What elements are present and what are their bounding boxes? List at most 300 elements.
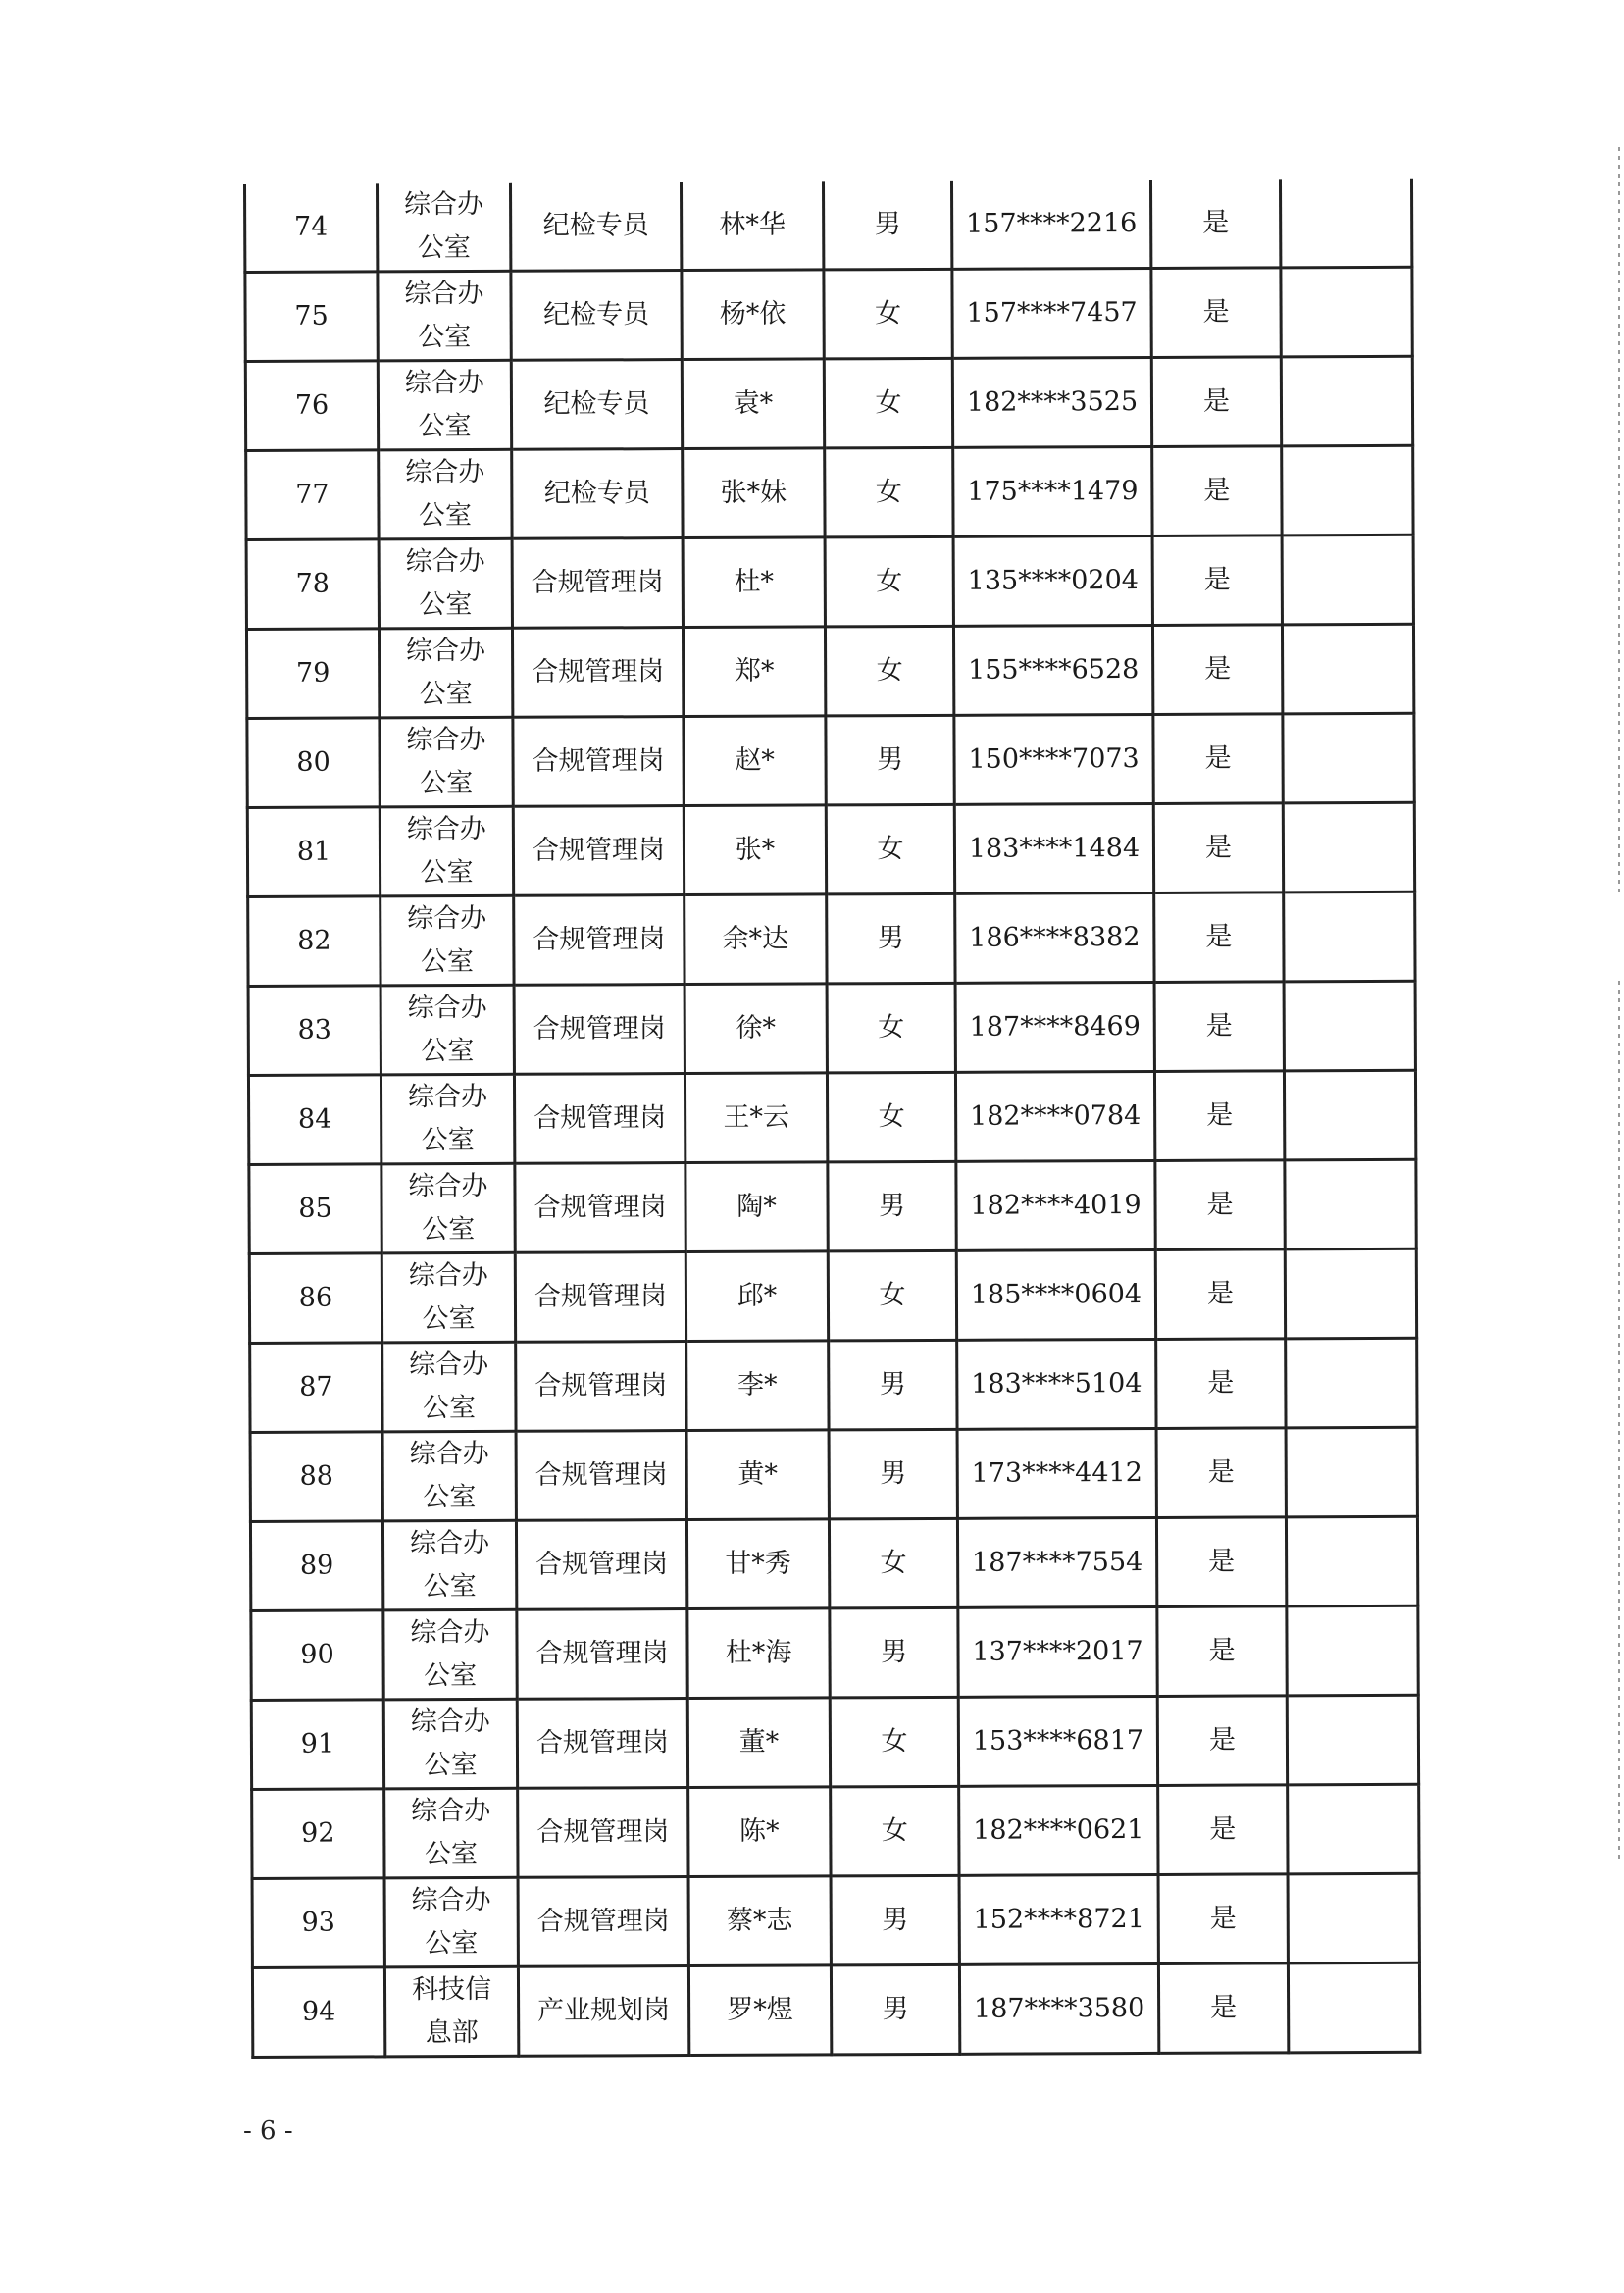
status-text: 是 (1202, 385, 1231, 417)
position-text: 纪检专员 (543, 477, 650, 509)
phone-text: 185****0604 (970, 1278, 1142, 1310)
department-text: 综合办公室 (407, 1081, 488, 1156)
position-text: 合规管理岗 (533, 1101, 667, 1134)
department-cell (384, 1966, 518, 2057)
department-cell (379, 538, 512, 629)
department-cell (381, 895, 514, 986)
gender-cell (831, 1786, 959, 1876)
row-number-cell (244, 183, 377, 272)
gender-cell (827, 893, 955, 984)
name-cell (683, 627, 825, 717)
status-text: 是 (1209, 1813, 1237, 1845)
name-text: 赵* (735, 744, 775, 776)
name-text: 蔡*志 (726, 1905, 793, 1936)
department-text: 综合办公室 (404, 278, 484, 353)
department-cell (384, 1877, 518, 1967)
table-row (248, 892, 1415, 986)
department-text: 综合办公室 (404, 188, 484, 264)
table-row (247, 802, 1414, 896)
phone-text: 187****3580 (973, 1992, 1145, 2024)
department-cell (381, 985, 514, 1075)
row-number-cell (248, 1075, 381, 1165)
department-text: 综合办公室 (406, 635, 486, 710)
status-text: 是 (1207, 1456, 1235, 1488)
position-text: 纪检专员 (543, 298, 650, 331)
phone-text: 182****3525 (966, 385, 1139, 418)
position-text: 合规管理岗 (535, 1548, 669, 1580)
remark-cell (1286, 1338, 1417, 1428)
status-text: 是 (1208, 1724, 1236, 1756)
name-text: 黄* (737, 1458, 779, 1490)
name-text: 杨*依 (719, 298, 787, 330)
department-text: 综合办公室 (409, 1438, 489, 1513)
gender-cell (828, 1250, 956, 1341)
phone-text: 175****1479 (967, 475, 1139, 507)
position-cell (516, 1520, 686, 1610)
phone-text: 153****6817 (972, 1724, 1144, 1757)
position-cell (512, 628, 683, 718)
department-cell (384, 1788, 518, 1878)
gender-cell (829, 1518, 957, 1608)
department-cell (382, 1520, 516, 1610)
remark-cell (1282, 535, 1413, 625)
position-text: 合规管理岗 (536, 1905, 670, 1937)
department-text: 综合办公室 (406, 813, 486, 889)
row-number-text: 79 (295, 657, 330, 688)
name-cell (683, 537, 825, 628)
name-cell (684, 805, 826, 895)
department-text: 综合办公室 (405, 545, 485, 621)
gender-cell (830, 1697, 958, 1787)
gender-cell (825, 447, 953, 537)
row-number-text: 83 (297, 1014, 332, 1045)
status-text: 是 (1202, 207, 1230, 238)
department-text: 综合办公室 (404, 367, 484, 442)
name-text: 杜*海 (725, 1637, 792, 1668)
phone-text: 155****6528 (967, 653, 1140, 686)
table-row (250, 1516, 1417, 1610)
gender-cell (828, 1161, 956, 1251)
position-cell (510, 182, 681, 271)
gender-text: 女 (875, 386, 902, 418)
row-number-text: 85 (298, 1193, 332, 1224)
row-number-cell (248, 986, 381, 1076)
position-text: 合规管理岗 (536, 1815, 670, 1848)
table-row (245, 356, 1412, 450)
row-number-text: 81 (296, 836, 331, 867)
gender-cell (829, 1340, 957, 1430)
table-row (250, 1338, 1417, 1432)
name-text: 甘*秀 (725, 1548, 791, 1579)
position-cell (513, 806, 684, 896)
status-cell (1151, 357, 1281, 447)
position-text: 纪检专员 (542, 209, 649, 241)
status-cell (1158, 1963, 1288, 2054)
phone-text: 186****8382 (969, 921, 1141, 953)
gender-text: 男 (876, 743, 904, 775)
status-cell (1154, 1071, 1284, 1161)
status-text: 是 (1203, 475, 1231, 506)
row-number-cell (250, 1343, 382, 1433)
department-cell (377, 183, 510, 272)
gender-cell (831, 1964, 959, 2055)
gender-text: 男 (878, 1190, 906, 1221)
name-text: 徐* (736, 1012, 777, 1044)
phone-cell (956, 1249, 1155, 1340)
phone-cell (959, 1963, 1158, 2054)
table-row (252, 1873, 1419, 1967)
name-cell (681, 181, 823, 270)
row-number-cell (247, 718, 380, 808)
row-number-text: 77 (295, 479, 330, 510)
row-number-cell (246, 450, 379, 540)
name-text: 李* (737, 1369, 778, 1401)
gender-text: 女 (881, 1814, 908, 1846)
name-text: 余*达 (722, 923, 789, 954)
phone-cell (952, 268, 1151, 358)
phone-cell (955, 892, 1154, 983)
gender-cell (830, 1607, 958, 1698)
scan-edge-mark (1618, 147, 1620, 892)
position-cell (517, 1609, 687, 1700)
remark-cell (1287, 1695, 1418, 1785)
phone-cell (953, 625, 1152, 715)
phone-cell (957, 1339, 1156, 1429)
row-number-text: 94 (301, 1996, 336, 2027)
name-cell (684, 716, 826, 806)
name-cell (685, 894, 827, 985)
position-cell (517, 1699, 687, 1789)
status-text: 是 (1205, 921, 1233, 952)
remark-cell (1283, 713, 1414, 803)
name-text: 董* (738, 1726, 780, 1758)
gender-text: 女 (876, 565, 903, 596)
row-number-text: 88 (299, 1460, 333, 1492)
phone-text: 135****0204 (967, 564, 1139, 596)
status-cell (1153, 714, 1283, 804)
row-number-text: 90 (300, 1639, 334, 1670)
phone-text: 182****0784 (969, 1099, 1142, 1132)
gender-cell (827, 983, 955, 1073)
phone-cell (953, 446, 1152, 536)
phone-text: 187****8469 (969, 1010, 1141, 1043)
name-cell (686, 1519, 829, 1609)
gender-cell (827, 1072, 955, 1162)
position-text: 合规管理岗 (532, 655, 665, 688)
gender-cell (825, 626, 953, 716)
phone-cell (954, 714, 1153, 804)
position-text: 合规管理岗 (532, 834, 666, 866)
position-cell (514, 895, 685, 986)
table-row (249, 1248, 1416, 1343)
position-text: 合规管理岗 (533, 1280, 668, 1312)
department-text: 综合办公室 (405, 456, 485, 532)
name-cell (688, 1876, 831, 1966)
status-text: 是 (1206, 1278, 1235, 1309)
name-text: 张* (735, 834, 776, 865)
gender-text: 女 (877, 833, 904, 864)
status-text: 是 (1208, 1546, 1236, 1577)
phone-cell (951, 180, 1150, 269)
position-text: 合规管理岗 (533, 923, 666, 955)
position-text: 纪检专员 (543, 387, 650, 420)
gender-text: 男 (880, 1636, 908, 1667)
status-cell (1154, 982, 1284, 1072)
row-number-cell (248, 896, 381, 987)
name-cell (685, 1073, 827, 1163)
gender-cell (831, 1875, 959, 1965)
status-cell (1151, 268, 1281, 358)
department-cell (383, 1609, 517, 1700)
department-text: 综合办公室 (408, 1170, 488, 1246)
status-cell (1152, 535, 1282, 626)
row-number-text: 82 (297, 925, 331, 956)
status-cell (1158, 1874, 1288, 1964)
phone-text: 157****2216 (965, 207, 1138, 239)
table-row (252, 1784, 1419, 1878)
position-cell (512, 538, 683, 629)
position-cell (511, 360, 682, 450)
row-number-cell (245, 272, 378, 362)
gender-cell (826, 804, 954, 894)
position-cell (515, 1252, 685, 1343)
position-text: 合规管理岗 (533, 1191, 667, 1223)
name-text: 王*云 (723, 1101, 789, 1133)
remark-cell (1285, 1159, 1416, 1249)
name-text: 袁* (733, 387, 774, 419)
phone-cell (959, 1785, 1158, 1875)
gender-text: 男 (879, 1368, 906, 1400)
status-cell (1150, 179, 1280, 268)
row-number-cell (252, 1789, 384, 1879)
department-text: 综合办公室 (407, 902, 487, 978)
department-cell (379, 628, 512, 718)
status-text: 是 (1204, 742, 1232, 774)
department-text: 综合办公室 (407, 992, 487, 1067)
row-number-cell (250, 1521, 382, 1611)
row-number-text: 86 (298, 1282, 333, 1313)
row-number-cell (249, 1164, 381, 1254)
phone-cell (957, 1517, 1156, 1607)
phone-text: 157****7457 (966, 296, 1138, 329)
table-row (246, 445, 1413, 539)
department-cell (381, 1074, 514, 1164)
phone-cell (958, 1696, 1157, 1786)
row-number-cell (252, 1967, 384, 2058)
department-cell (378, 360, 511, 450)
department-cell (380, 717, 513, 807)
status-cell (1155, 1160, 1285, 1250)
status-cell (1153, 803, 1283, 893)
department-cell (381, 1252, 515, 1343)
phone-cell (958, 1606, 1157, 1697)
phone-text: 187****7554 (971, 1546, 1143, 1578)
status-text: 是 (1204, 832, 1233, 863)
department-text: 综合办公室 (406, 724, 486, 799)
department-cell (383, 1699, 517, 1789)
row-number-cell (252, 1878, 384, 1968)
row-number-text: 80 (296, 746, 330, 778)
name-cell (688, 1965, 831, 2056)
status-text: 是 (1206, 1099, 1234, 1131)
table-row (248, 981, 1415, 1075)
status-cell (1152, 446, 1282, 536)
status-text: 是 (1205, 1010, 1233, 1042)
status-cell (1156, 1428, 1286, 1518)
gender-text: 女 (881, 1725, 908, 1757)
phone-text: 183****5104 (971, 1367, 1142, 1400)
remark-cell (1284, 1070, 1415, 1160)
phone-text: 182****4019 (970, 1189, 1142, 1221)
name-text: 陶* (736, 1191, 777, 1222)
row-number-cell (246, 629, 379, 719)
name-cell (687, 1608, 830, 1699)
row-number-text: 92 (301, 1817, 335, 1849)
phone-cell (954, 803, 1153, 893)
name-cell (682, 270, 824, 360)
name-text: 邱* (736, 1280, 778, 1311)
row-number-cell (251, 1610, 383, 1701)
table-row (250, 1427, 1417, 1521)
remark-cell (1288, 1962, 1419, 2053)
phone-cell (956, 1160, 1155, 1250)
gender-text: 女 (878, 1011, 905, 1043)
page-number: - 6 - (243, 2116, 293, 2146)
position-text: 合规管理岗 (533, 1012, 666, 1045)
remark-cell (1282, 445, 1413, 535)
phone-cell (952, 357, 1151, 447)
row-number-text: 84 (297, 1103, 332, 1135)
row-number-cell (246, 539, 379, 630)
row-number-text: 75 (294, 300, 329, 331)
table-row (246, 624, 1413, 718)
department-cell (380, 806, 513, 896)
position-cell (514, 985, 685, 1075)
table-row (248, 1070, 1415, 1164)
row-number-cell (247, 807, 380, 897)
remark-cell (1280, 179, 1411, 268)
status-text: 是 (1204, 653, 1232, 685)
gender-text: 女 (876, 654, 903, 686)
remark-cell (1284, 892, 1415, 982)
name-cell (686, 1341, 829, 1431)
remark-cell (1286, 1427, 1417, 1517)
department-text: 综合办公室 (410, 1706, 490, 1781)
remark-cell (1284, 981, 1415, 1071)
gender-cell (825, 536, 953, 627)
name-cell (685, 1251, 828, 1342)
row-number-text: 91 (300, 1728, 335, 1759)
position-text: 产业规划岗 (537, 1994, 671, 2026)
table-row (249, 1159, 1416, 1253)
gender-cell (823, 181, 951, 270)
status-cell (1156, 1517, 1286, 1607)
name-text: 杜* (734, 566, 775, 597)
status-cell (1154, 892, 1284, 983)
gender-text: 男 (874, 208, 901, 239)
position-cell (518, 1788, 688, 1878)
position-text: 合规管理岗 (535, 1637, 669, 1669)
position-text: 合规管理岗 (532, 744, 665, 777)
status-text: 是 (1208, 1635, 1236, 1666)
name-text: 陈* (739, 1815, 780, 1847)
gender-cell (826, 715, 954, 805)
department-text: 综合办公室 (409, 1527, 490, 1603)
row-number-text: 78 (295, 568, 330, 599)
status-cell (1155, 1249, 1285, 1340)
gender-text: 女 (880, 1547, 907, 1578)
status-cell (1156, 1339, 1286, 1429)
gender-text: 男 (880, 1457, 907, 1489)
department-cell (378, 271, 511, 361)
table-body (244, 179, 1419, 2058)
name-cell (683, 448, 825, 538)
phone-cell (953, 535, 1152, 626)
phone-text: 137****2017 (972, 1635, 1143, 1667)
status-text: 是 (1202, 296, 1230, 328)
department-text: 综合办公室 (410, 1616, 490, 1692)
department-text: 科技信息部 (411, 1973, 492, 2049)
phone-text: 173****4412 (971, 1456, 1142, 1489)
row-number-text: 93 (301, 1907, 335, 1938)
department-cell (381, 1163, 515, 1253)
remark-cell (1283, 802, 1414, 892)
gender-text: 男 (877, 922, 904, 953)
remark-cell (1282, 624, 1413, 714)
status-text: 是 (1209, 1903, 1237, 1934)
department-cell (382, 1431, 516, 1521)
department-text: 综合办公室 (408, 1259, 488, 1335)
position-cell (516, 1431, 686, 1521)
name-text: 林*华 (719, 209, 787, 240)
phone-cell (957, 1428, 1156, 1518)
row-number-text: 76 (294, 389, 330, 421)
name-cell (682, 359, 824, 449)
phone-text: 183****1484 (968, 832, 1141, 864)
name-cell (687, 1698, 830, 1788)
name-cell (688, 1787, 831, 1877)
remark-cell (1285, 1248, 1416, 1339)
gender-cell (824, 358, 952, 448)
personnel-table (243, 179, 1421, 2059)
gender-text: 男 (882, 1993, 909, 2024)
name-text: 郑* (734, 655, 775, 687)
remark-cell (1281, 356, 1412, 446)
remark-cell (1288, 1784, 1419, 1874)
department-text: 综合办公室 (411, 1884, 491, 1960)
status-text: 是 (1207, 1367, 1235, 1399)
row-number-cell (249, 1253, 381, 1344)
position-cell (511, 271, 682, 361)
table-row (252, 1962, 1419, 2057)
status-text: 是 (1210, 1992, 1238, 2023)
name-cell (685, 1162, 828, 1252)
gender-text: 男 (882, 1904, 909, 1935)
table-row (245, 267, 1412, 361)
gender-text: 女 (875, 476, 902, 507)
name-text: 罗*煜 (727, 1994, 793, 2025)
department-cell (382, 1342, 516, 1432)
table-row (247, 713, 1414, 807)
row-number-text: 89 (299, 1550, 334, 1581)
remark-cell (1288, 1873, 1419, 1963)
gender-text: 女 (878, 1100, 905, 1132)
position-text: 合规管理岗 (531, 566, 664, 598)
status-cell (1152, 625, 1282, 715)
table-row (251, 1605, 1418, 1700)
row-number-text: 87 (299, 1371, 333, 1402)
remark-cell (1287, 1605, 1418, 1696)
